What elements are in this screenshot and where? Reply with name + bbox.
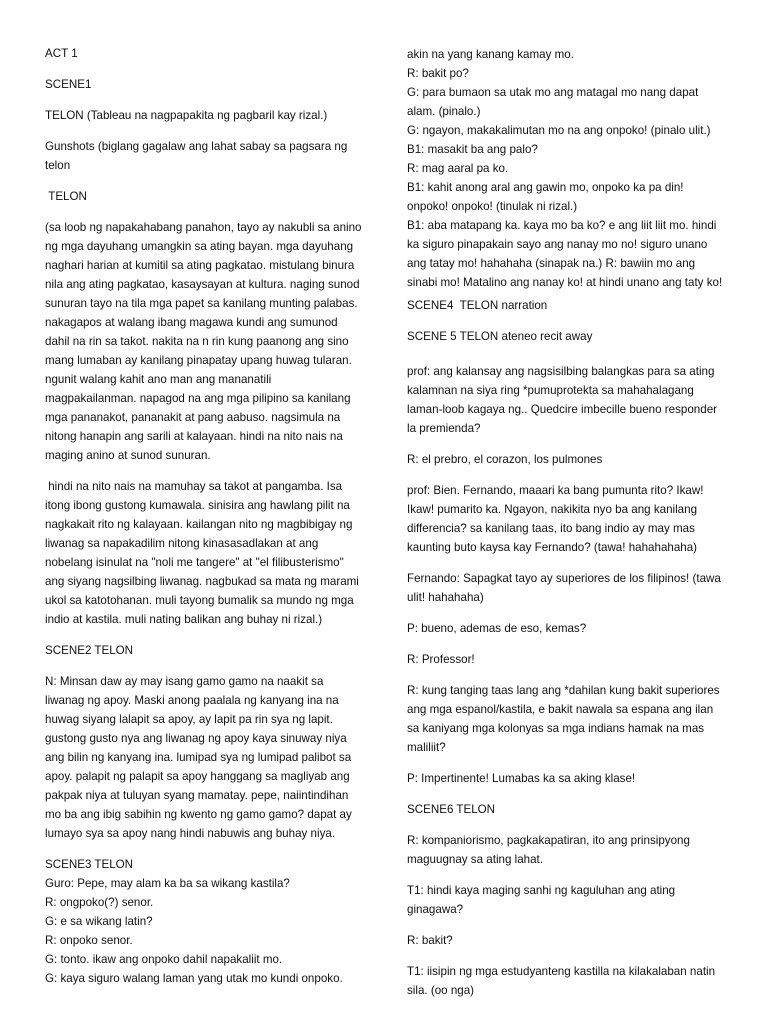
dialogue-line: R: onpoko senor.	[45, 934, 133, 947]
left-column	[45, 44, 363, 988]
dialogue-line: B1: masakit ba ang palo?	[407, 143, 538, 156]
narration-paragraph-1: (sa loob ng napakahabang panahon, tayo ay nakubli sa anino ng mga dayuhang umangkin sa ating bayan. mga dayuhang naghari harian at kumitil sa ating pagkatao. mistulang binura nila ang ating pagkatao, kasaysayan at kultura. naging sunod sunuran tayo na tila mga papet sa kanilang munting palabas. nakagapos at walang ibang magawa kundi ang sumunod dahil na rin sa takot. nakita na n rin kung paanong ang sino mang lumaban ay kanilang pinapatay upang huwag tularan. ngunit walang kahit ano man ang mananatili magpakailanman. napagod na ang mga pilipino sa kanilang mga pananakot, pananakit at pang aabuso. nagsimula na nitong hanapin ang sarili at kalayaan. hindi na nito nais na maging anino at sunod sunuran.	[45, 221, 365, 462]
narration-paragraph-2: hindi na nito nais na mamuhay sa takot at pangamba. Isa itong ibong gustong kumawala. sinisira ang hawlang pilit na nagkakait rito ng kalayaan. kailangan nito ng magbibigay ng liwanag sa napakadilim nitong kinasasadlakan at ang nobelang isinulat na "noli me tangere" at "el filibusterismo" ang siyang nagsilbing liwanag. nagbukad sa mata ng marami ukol sa katotohanan. muli tayong bumalik sa mundo ng mga indio at kastila. muli nating balikan ang buhay ni rizal.)	[45, 480, 363, 626]
dialogue-line: G: para bumaon sa utak mo ang matagal mo nang dapat alam. (pinalo.)	[407, 86, 702, 118]
dialogue-line: R: ongpoko(?) senor.	[45, 896, 154, 909]
scene3-heading: SCENE3 TELON	[45, 858, 134, 871]
dialogue-line: B1: kahit anong aral ang gawin mo, onpoko ka pa din! onpoko! onpoko! (tinulak ni rizal.)	[407, 181, 687, 213]
scene2-heading: SCENE2 TELON	[45, 644, 134, 657]
prof-dialogue-3: P: bueno, ademas de eso, kemas?	[407, 622, 587, 635]
rizal-dialogue-2: R: Professor!	[407, 653, 475, 666]
telon-tableau: TELON (Tableau na nagpapakita ng pagbaril kay rizal.)	[45, 109, 328, 122]
gamo-gamo-narration: N: Minsan daw ay may isang gamo gamo na naakit sa liwanag ng apoy. Maski anong paalala ng kanyang ina na huwag siyang lalapit sa apoy, ay lapit pa rin sya ng lapit. gustong gusto nya ang liwanag ng apoy kaya sinuway niya ang bilin ng kanyang ina. lumipad sya ng lumipad palibot sa apoy. palapit ng palapit sa apoy hanggang sa magliyab ang pakpak niya at tuluyan syang mamatay. pepe, naiintindihan mo ba ang ibig sabihin ng kwento ng gamo gamo? dapat ay lumayo sya sa apoy nang hindi nabuwis ang buhay niya.	[45, 675, 356, 840]
rizal-dialogue-1: R: el prebro, el corazon, los pulmones	[407, 453, 603, 466]
rizal-dialogue-5: R: bakit?	[407, 934, 453, 947]
scene6-heading: SCENE6 TELON	[407, 803, 496, 816]
dialogue-line: B1: aba matapang ka. kaya mo ba ko? e ang liit liit mo. hindi ka siguro pinapakain sayo ang nanay mo no! siguro unano ang tatay mo! hahahaha (sinapak na.) R: bawiin mo ang sinabi mo! Matalino ang nanay ko! at hindi unano ang taty ko!	[407, 219, 723, 289]
telon-heading: TELON	[45, 190, 87, 203]
rizal-dialogue-4: R: kompaniorismo, pagkakapatiran, ito ang prinsipyong maguugnay sa ating lahat.	[407, 834, 694, 866]
scene5-heading: SCENE 5 TELON ateneo recit away	[407, 330, 593, 343]
dialogue-line: R: mag aaral pa ko.	[407, 162, 509, 175]
dialogue-line: R: bakit po?	[407, 67, 469, 80]
prof-dialogue-1: prof: ang kalansay ang nagsisilbing balangkas para sa ating kalamnan na siya ring *pumuprotekta sa mahahalagang laman-loob kagaya ng.. Quedcire imbecille bueno responder la premienda?	[407, 365, 721, 435]
right-column	[407, 45, 727, 1012]
dialogue-line: G: ngayon, makakalimutan mo na ang onpoko! (pinalo ulit.)	[407, 124, 711, 137]
dialogue-line: G: tonto. ikaw ang onpoko dahil napakaliit mo.	[45, 953, 283, 966]
prof-dialogue-4: P: Impertinente! Lumabas ka sa aking klase!	[407, 772, 636, 785]
dialogue-line: G: kaya siguro walang laman yang utak mo kundi onpoko.	[45, 972, 343, 985]
rizal-dialogue-3: R: kung tanging taas lang ang *dahilan kung bakit superiores ang mga espanol/kastila, e bakit nawala sa espana ang ilan sa kaniyang mga kolonyas sa mga indians hamak na mas maliliit?	[407, 684, 723, 754]
act-heading: ACT 1	[45, 47, 78, 60]
fernando-dialogue: Fernando: Sapagkat tayo ay superiores de los filipinos! (tawa ulit! hahahaha)	[407, 572, 725, 604]
dialogue-line: Guro: Pepe, may alam ka ba sa wikang kastila?	[45, 877, 290, 890]
prof-dialogue-2: prof: Bien. Fernando, maaari ka bang pumunta rito? Ikaw! Ikaw! pumarito ka. Ngayon, nakikita nyo ba ang kanilang differencia? sa kanilang taas, ito bang indio ay may mas kaunting buto kaysa kay Fernando? (tawa! hahahahaha)	[407, 484, 707, 554]
gunshots-line: Gunshots (biglang gagalaw ang lahat sabay sa pagsara ng telon	[45, 140, 351, 172]
t1-dialogue-2: T1: iisipin ng mga estudyanteng kastilla na kilakalaban natin sila. (oo nga)	[407, 965, 719, 997]
dialogue-line: akin na yang kanang kamay mo.	[407, 48, 574, 61]
dialogue-line: G: e sa wikang latin?	[45, 915, 153, 928]
t1-dialogue-1: T1: hindi kaya maging sanhi ng kaguluhan ang ating ginagawa?	[407, 884, 679, 916]
scene1-heading: SCENE1	[45, 78, 92, 91]
scene4-heading: SCENE4 TELON narration	[407, 299, 548, 312]
